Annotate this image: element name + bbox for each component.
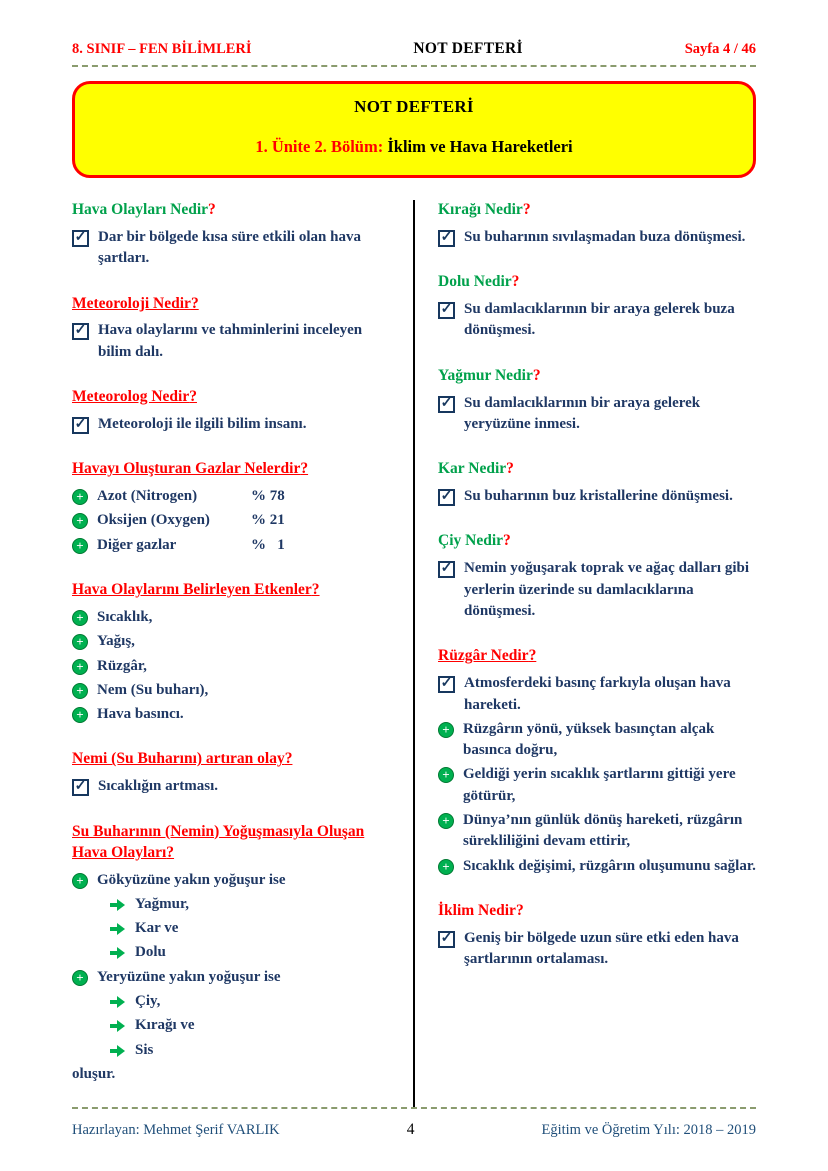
item-text: Su damlacıklarının bir araya gelerek buza dönüşmesi. bbox=[464, 301, 735, 339]
item-value: % 78 bbox=[251, 488, 285, 505]
title-box bbox=[72, 81, 756, 178]
note-item bbox=[72, 227, 388, 270]
heading-text: Dolu Nedir bbox=[438, 273, 512, 291]
note-item bbox=[72, 535, 388, 556]
section-left-1 bbox=[72, 294, 388, 364]
item-text: Atmosferdeki basınç farkıyla oluşan hava hareketi. bbox=[464, 675, 731, 713]
section-heading bbox=[72, 822, 388, 864]
item-text: Diğer gazlar bbox=[97, 536, 177, 553]
title-box-subtitle bbox=[85, 137, 743, 157]
heading-question-mark: ? bbox=[190, 294, 199, 312]
note-item bbox=[72, 320, 388, 363]
plus-circle-icon: + bbox=[72, 538, 88, 554]
heading-text: Çiy Nedir bbox=[438, 532, 504, 550]
note-item bbox=[438, 764, 756, 807]
footer-page-number: 4 bbox=[406, 1121, 415, 1138]
item-text: Çiy, bbox=[135, 993, 161, 1010]
section-left-5 bbox=[72, 749, 388, 797]
note-item bbox=[72, 704, 388, 725]
header-page-indicator: Sayfa 4 / 46 bbox=[684, 41, 756, 57]
header-course-label: 8. SINIF – FEN BİLİMLERİ bbox=[72, 41, 252, 57]
note-item bbox=[438, 393, 756, 436]
note-item bbox=[72, 776, 388, 797]
notes-columns bbox=[72, 200, 756, 1109]
section-right-5 bbox=[438, 646, 756, 877]
plus-circle-icon: + bbox=[438, 859, 454, 875]
checkbox-icon: ✓ bbox=[438, 931, 455, 948]
section-heading bbox=[72, 200, 388, 221]
item-text: oluşur. bbox=[72, 1065, 116, 1082]
heading-text: Meteoroloji Nedir bbox=[72, 294, 191, 312]
item-text: Kar ve bbox=[135, 920, 179, 937]
checkbox-icon: ✓ bbox=[72, 779, 89, 796]
page-header bbox=[72, 40, 756, 58]
plus-circle-icon: + bbox=[72, 610, 88, 626]
heading-text: Kar Nedir bbox=[438, 460, 507, 478]
column-left bbox=[72, 200, 414, 1109]
unit-label: 1. Ünite 2. Bölüm: bbox=[255, 137, 384, 156]
note-item bbox=[110, 894, 388, 915]
plus-circle-icon: + bbox=[438, 722, 454, 738]
heading-text: Rüzgâr Nedir bbox=[438, 647, 529, 665]
heading-question-mark: ? bbox=[300, 460, 309, 478]
section-heading bbox=[438, 459, 756, 480]
page-footer bbox=[72, 1121, 756, 1139]
heading-question-mark: ? bbox=[503, 532, 511, 550]
note-item bbox=[72, 680, 388, 701]
section-heading bbox=[72, 294, 388, 315]
note-item bbox=[72, 414, 388, 435]
section-left-0 bbox=[72, 200, 388, 270]
heading-question-mark: ? bbox=[528, 647, 537, 665]
note-item bbox=[438, 810, 756, 853]
arrow-icon bbox=[110, 1045, 126, 1057]
item-text: Su buharının sıvılaşmadan buza dönüşmesi. bbox=[464, 228, 746, 245]
footer-school-year: Eğitim ve Öğretim Yılı: 2018 – 2019 bbox=[541, 1122, 756, 1138]
note-item bbox=[72, 510, 388, 531]
item-text: Oksijen (Oxygen) bbox=[97, 512, 210, 529]
note-item bbox=[72, 486, 388, 507]
heading-question-mark: ? bbox=[511, 273, 520, 291]
item-text: Dolu bbox=[135, 944, 166, 961]
heading-text: Kırağı Nedir bbox=[438, 201, 523, 218]
arrow-icon bbox=[110, 899, 126, 911]
item-text: Yeryüzüne yakın yoğuşur ise bbox=[97, 968, 281, 985]
section-right-0 bbox=[438, 200, 756, 248]
item-text: Gökyüzüne yakın yoğuşur ise bbox=[97, 871, 286, 888]
note-item bbox=[110, 918, 388, 939]
checkbox-icon: ✓ bbox=[438, 561, 455, 578]
section-right-3 bbox=[438, 459, 756, 507]
section-heading bbox=[72, 387, 388, 408]
note-item bbox=[110, 1040, 388, 1061]
plus-circle-icon: + bbox=[72, 707, 88, 723]
note-item bbox=[72, 1064, 388, 1085]
arrow-icon bbox=[110, 923, 126, 935]
footer-divider bbox=[72, 1107, 756, 1109]
item-value: % 1 bbox=[251, 536, 285, 553]
plus-circle-icon: + bbox=[438, 813, 454, 829]
heading-question-mark: ? bbox=[208, 201, 216, 218]
plus-circle-icon: + bbox=[72, 513, 88, 529]
heading-question-mark: ? bbox=[284, 750, 293, 768]
note-item bbox=[438, 299, 756, 342]
section-right-2 bbox=[438, 366, 756, 436]
heading-question-mark: ? bbox=[189, 388, 197, 406]
note-item bbox=[110, 942, 388, 963]
note-item bbox=[110, 1015, 388, 1036]
section-left-3 bbox=[72, 459, 388, 556]
item-text: Sıcaklığın artması. bbox=[98, 778, 219, 795]
heading-question-mark: ? bbox=[506, 460, 514, 478]
note-item bbox=[72, 607, 388, 628]
checkbox-icon: ✓ bbox=[72, 230, 89, 247]
heading-text: Hava Olaylarını Belirleyen Etkenler bbox=[72, 581, 312, 599]
item-text: Sıcaklık, bbox=[97, 608, 153, 625]
note-item bbox=[438, 558, 756, 622]
checkbox-icon: ✓ bbox=[438, 489, 455, 506]
item-text: Yağış, bbox=[97, 633, 135, 650]
plus-circle-icon: + bbox=[72, 873, 88, 889]
note-item bbox=[438, 719, 756, 762]
plus-circle-icon: + bbox=[72, 634, 88, 650]
item-text: Geldiği yerin sıcaklık şartlarını gittiği yere götürür, bbox=[463, 766, 736, 804]
chapter-title: İklim ve Hava Hareketleri bbox=[383, 137, 573, 156]
checkbox-icon: ✓ bbox=[72, 417, 89, 434]
section-left-6 bbox=[72, 822, 388, 1086]
heading-text: Nemi (Su Buharını) artıran olay bbox=[72, 750, 285, 768]
note-item bbox=[110, 991, 388, 1012]
note-item bbox=[72, 656, 388, 677]
item-text: Yağmur, bbox=[135, 895, 190, 912]
section-heading bbox=[438, 200, 756, 221]
section-heading bbox=[72, 580, 388, 601]
note-item bbox=[438, 856, 756, 877]
heading-question-mark: ? bbox=[532, 366, 541, 384]
note-item bbox=[72, 870, 388, 891]
heading-text: Su Buharının (Nemin) Yoğuşmasıyla Oluşan Hava Olayları bbox=[72, 822, 365, 861]
note-item bbox=[72, 631, 388, 652]
heading-text: Havayı Oluşturan Gazlar Nelerdir bbox=[72, 460, 301, 478]
arrow-icon bbox=[110, 996, 126, 1008]
item-value: % 21 bbox=[251, 512, 285, 529]
section-heading bbox=[72, 749, 388, 770]
arrow-icon bbox=[110, 1020, 126, 1032]
plus-circle-icon: + bbox=[72, 489, 88, 505]
section-right-6 bbox=[438, 901, 756, 971]
header-document-title: NOT DEFTERİ bbox=[413, 40, 523, 57]
item-text: Dünya’nın günlük dönüş hareketi, rüzgârın sürekliliğini devam ettirir, bbox=[463, 811, 743, 850]
arrow-icon bbox=[110, 947, 126, 959]
section-right-1 bbox=[438, 272, 756, 342]
heading-text: Meteorolog Nedir bbox=[72, 388, 190, 406]
footer-author: Hazırlayan: Mehmet Şerif VARLIK bbox=[72, 1122, 280, 1138]
item-text: Azot (Nitrogen) bbox=[97, 488, 198, 505]
section-left-2 bbox=[72, 387, 388, 435]
title-box-main-title: NOT DEFTERİ bbox=[354, 97, 474, 116]
item-text: Dar bir bölgede kısa süre etkili olan hava şartları. bbox=[98, 228, 361, 267]
section-heading bbox=[438, 901, 756, 922]
section-heading bbox=[438, 646, 756, 667]
checkbox-icon: ✓ bbox=[72, 323, 89, 340]
item-text: Sis bbox=[135, 1041, 154, 1058]
item-text: Rüzgâr, bbox=[97, 657, 147, 674]
item-text: Meteoroloji ile ilgili bilim insanı. bbox=[98, 415, 307, 432]
heading-question-mark: ? bbox=[166, 843, 175, 861]
checkbox-icon: ✓ bbox=[438, 230, 455, 247]
section-heading bbox=[438, 366, 756, 387]
note-item bbox=[438, 227, 756, 248]
section-heading bbox=[438, 531, 756, 552]
item-text: Su damlacıklarının bir araya gelerek yeryüzüne inmesi. bbox=[464, 394, 701, 432]
heading-text: İklim Nedir bbox=[438, 901, 516, 919]
heading-text: Yağmur Nedir bbox=[438, 366, 533, 384]
checkbox-icon: ✓ bbox=[438, 302, 455, 319]
heading-question-mark: ? bbox=[515, 901, 524, 919]
plus-circle-icon: + bbox=[438, 767, 454, 783]
heading-question-mark: ? bbox=[522, 201, 531, 218]
item-text: Rüzgârın yönü, yüksek basınçtan alçak basınca doğru, bbox=[463, 720, 715, 759]
item-text: Nem (Su buharı), bbox=[97, 681, 209, 698]
header-divider bbox=[72, 65, 756, 67]
note-item bbox=[438, 928, 756, 971]
item-text: Geniş bir bölgede uzun süre etki eden hava şartlarının ortalaması. bbox=[464, 929, 739, 968]
plus-circle-icon: + bbox=[72, 683, 88, 699]
note-item bbox=[438, 673, 756, 716]
plus-circle-icon: + bbox=[72, 970, 88, 986]
item-text: Hava basıncı. bbox=[97, 706, 184, 723]
section-right-4 bbox=[438, 531, 756, 622]
section-heading bbox=[72, 459, 388, 480]
column-right bbox=[414, 200, 756, 1109]
column-divider bbox=[413, 200, 415, 1109]
item-text: Kırağı ve bbox=[135, 1017, 195, 1034]
note-item bbox=[438, 486, 756, 507]
item-text: Sıcaklık değişimi, rüzgârın oluşumunu sağlar. bbox=[463, 857, 756, 874]
note-item bbox=[72, 967, 388, 988]
section-heading bbox=[438, 272, 756, 293]
heading-question-mark: ? bbox=[311, 581, 320, 599]
item-text: Su buharının buz kristallerine dönüşmesi. bbox=[464, 488, 733, 505]
section-left-4 bbox=[72, 580, 388, 725]
plus-circle-icon: + bbox=[72, 659, 88, 675]
item-text: Nemin yoğuşarak toprak ve ağaç dalları gibi yerlerin üzerinde su damlacıklarına dönüşmesi. bbox=[464, 560, 750, 619]
heading-text: Hava Olayları Nedir bbox=[72, 201, 209, 218]
checkbox-icon: ✓ bbox=[438, 676, 455, 693]
item-text: Hava olaylarını ve tahminlerini inceleyen bilim dalı. bbox=[98, 322, 363, 360]
checkbox-icon: ✓ bbox=[438, 396, 455, 413]
